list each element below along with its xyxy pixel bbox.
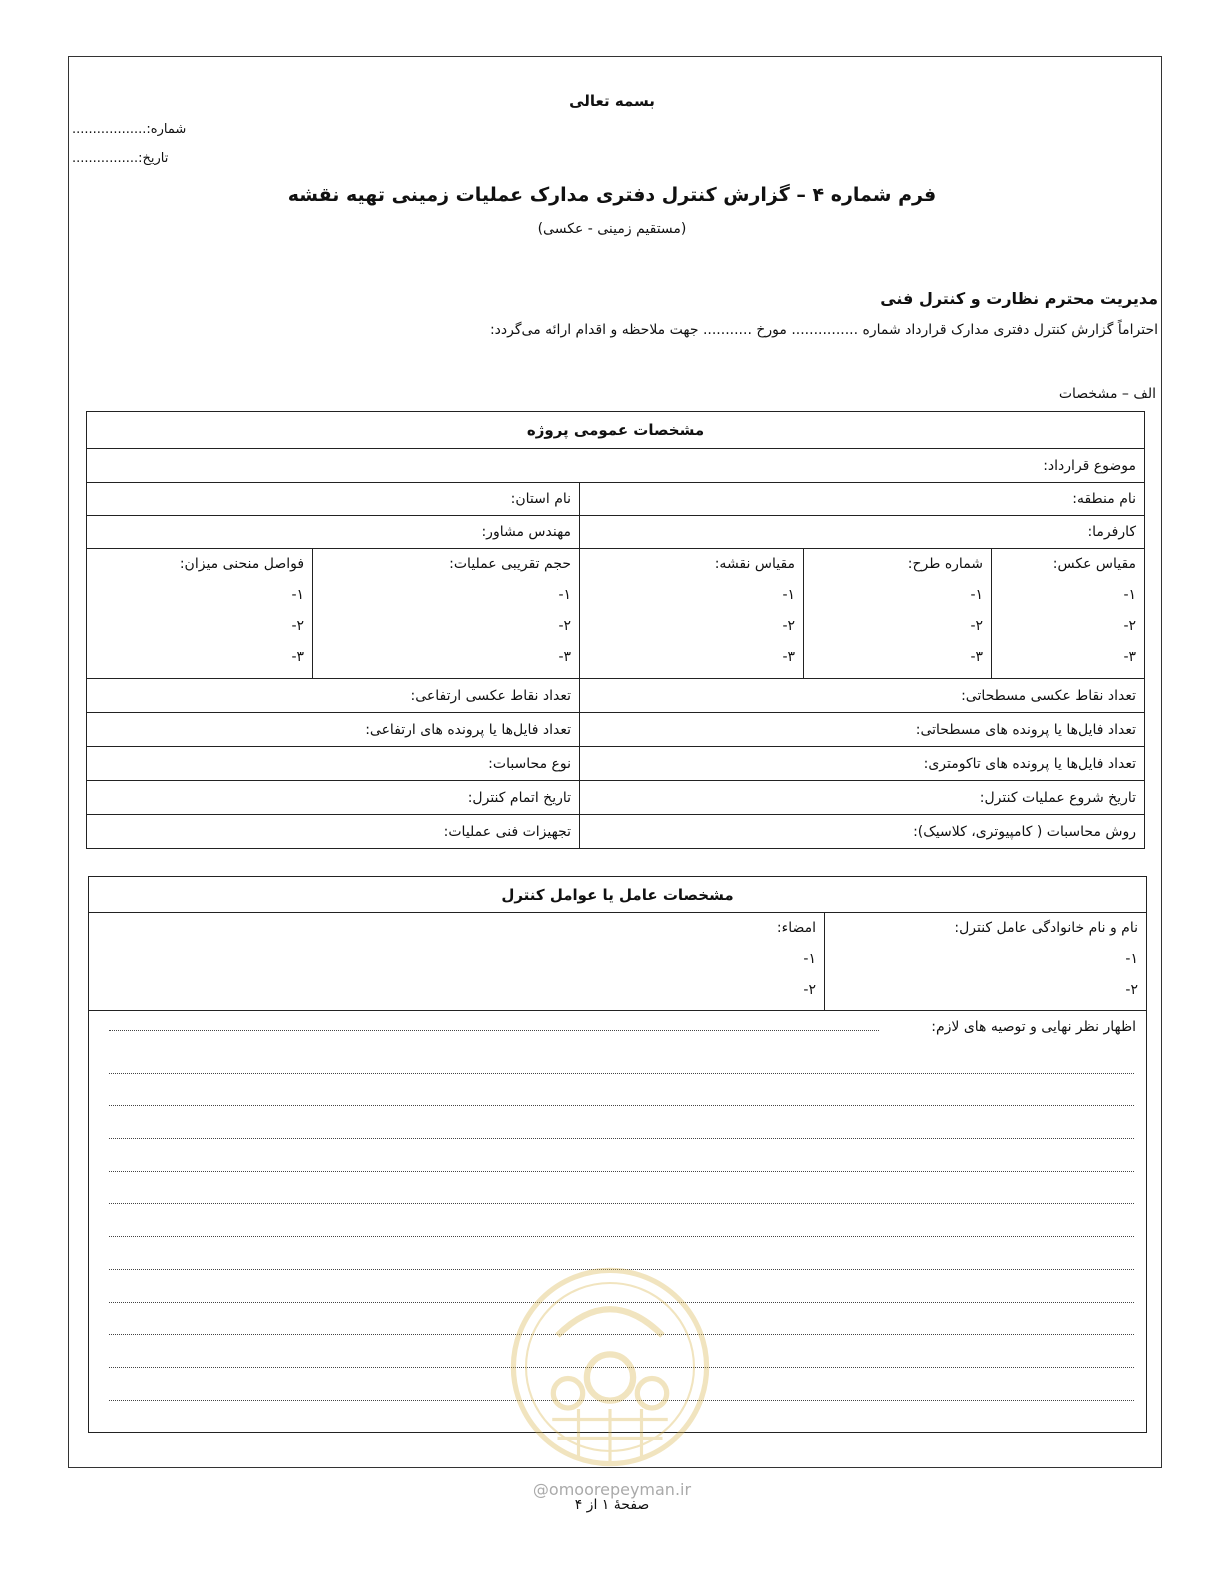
altimetric-files-cell <box>87 713 580 747</box>
column-header: فواصل منحنی میزان: <box>179 556 305 572</box>
column-header: شماره طرح: <box>907 556 984 572</box>
signature-label: امضاء: <box>776 920 816 936</box>
row-number: ۱- <box>803 951 816 967</box>
row-number: ۲- <box>1125 982 1138 998</box>
dotted-line <box>109 1030 879 1031</box>
map-scale-column <box>580 549 804 679</box>
plan-number-column <box>804 549 992 679</box>
control-end-cell <box>87 781 580 815</box>
altimetric-points-label: تعداد نقاط عکسی ارتفاعی: <box>410 687 572 704</box>
controller-table-title: مشخصات عامل یا عوامل کنترل <box>89 877 1147 913</box>
signature-column <box>89 913 825 1011</box>
row-number: ۱- <box>782 587 796 603</box>
row-number: ۱- <box>558 587 572 603</box>
project-table-title: مشخصات عمومی پروژه <box>87 412 1145 449</box>
column-header: مقیاس نقشه: <box>714 556 796 572</box>
bismillah: بسمه تعالی <box>569 92 655 110</box>
date-label: تاریخ: <box>138 151 169 166</box>
employer-cell <box>580 516 1145 549</box>
website-watermark: @omoorepeyman.ir <box>532 1480 692 1499</box>
control-start-label: تاریخ شروع عملیات کنترل: <box>979 789 1137 806</box>
row-number: ۲- <box>1123 618 1137 634</box>
planimetric-files-cell <box>580 713 1145 747</box>
row-number: ۳- <box>782 649 796 665</box>
control-start-cell <box>580 781 1145 815</box>
calc-method-cell <box>580 815 1145 849</box>
contract-subject-cell <box>87 449 1145 483</box>
region-name-label: نام منطقه: <box>1072 491 1137 507</box>
dotted-line <box>109 1106 1134 1139</box>
row-number: ۲- <box>782 618 796 634</box>
row-number: ۳- <box>558 649 572 665</box>
equipment-label: تجهیزات فنی عملیات: <box>443 823 572 840</box>
contract-subject-label: موضوع قرارداد: <box>1043 457 1137 474</box>
row-number: ۱- <box>970 587 984 603</box>
photo-scale-column <box>992 549 1145 679</box>
column-header: حجم تقریبی عملیات: <box>449 556 572 572</box>
tachymetry-files-cell <box>580 747 1145 781</box>
row-number: ۳- <box>291 649 305 665</box>
dotted-line <box>109 1204 1134 1237</box>
conclusion-label: اظهار نظر نهایی و توصیه های لازم: <box>931 1019 1136 1035</box>
row-number: ۲- <box>970 618 984 634</box>
row-number: ۲- <box>803 982 816 998</box>
equipment-cell <box>87 815 580 849</box>
calc-type-cell <box>87 747 580 781</box>
row-number: ۳- <box>1123 649 1137 665</box>
row-number: ۱- <box>1125 951 1138 967</box>
number-dots: .................. <box>72 122 147 137</box>
row-number: ۲- <box>558 618 572 634</box>
altimetric-files-label: تعداد فایل‌ها یا پرونده های ارتفاعی: <box>365 721 572 738</box>
dotted-line <box>109 1172 1134 1205</box>
dotted-line <box>109 1139 1134 1172</box>
addressee: مدیریت محترم نظارت و کنترل فنی <box>880 289 1158 308</box>
region-name-cell <box>580 483 1145 516</box>
row-number: ۱- <box>1123 587 1137 603</box>
row-number: ۲- <box>291 618 305 634</box>
province-name-cell <box>87 483 580 516</box>
planimetric-points-label: تعداد نقاط عکسی مسطحاتی: <box>961 687 1137 704</box>
watermark-seal-icon <box>505 1262 715 1472</box>
project-table <box>86 411 1145 849</box>
control-end-label: تاریخ اتمام کنترل: <box>467 789 572 806</box>
consultant-label: مهندس مشاور: <box>481 524 572 540</box>
province-name-label: نام استان: <box>510 491 572 507</box>
dotted-line <box>109 1074 1134 1107</box>
controller-name-label: نام و نام خانوادگی عامل کنترل: <box>954 920 1138 936</box>
number-field <box>72 122 222 137</box>
row-number: ۳- <box>970 649 984 665</box>
intro-text: احتراماً گزارش کنترل دفتری مدارک قرارداد شماره ............... مورخ ........... جهت ملاحظه و اقدام ارائه می‌گردد: <box>489 322 1158 338</box>
tachymetry-files-label: تعداد فایل‌ها یا پرونده های تاکومتری: <box>923 755 1137 772</box>
planimetric-files-label: تعداد فایل‌ها یا پرونده های مسطحاتی: <box>915 721 1137 738</box>
section-a-heading: الف – مشخصات <box>1058 386 1156 402</box>
dotted-line <box>109 1041 1134 1074</box>
date-field <box>72 151 222 166</box>
row-number: ۱- <box>291 587 305 603</box>
employer-label: کارفرما: <box>1087 524 1137 540</box>
calc-type-label: نوع محاسبات: <box>488 755 572 772</box>
form-subtitle: (مستقیم زمینی - عکسی) <box>537 221 687 237</box>
number-label: شماره: <box>146 122 187 137</box>
contour-interval-column <box>87 549 313 679</box>
planimetric-points-cell <box>580 679 1145 713</box>
calc-method-label: روش محاسبات ( کامپیوتری، کلاسیک): <box>913 823 1137 840</box>
column-header: مقیاس عکس: <box>1052 556 1137 572</box>
form-title: فرم شماره ۴ – گزارش کنترل دفتری مدارک عملیات زمینی تهیه نقشه <box>287 184 937 206</box>
altimetric-points-cell <box>87 679 580 713</box>
controller-name-column <box>825 913 1147 1011</box>
page-number: صفحۀ ۱ از ۴ <box>574 1497 650 1513</box>
date-dots: ................ <box>72 151 139 166</box>
consultant-cell <box>87 516 580 549</box>
work-volume-column <box>313 549 580 679</box>
